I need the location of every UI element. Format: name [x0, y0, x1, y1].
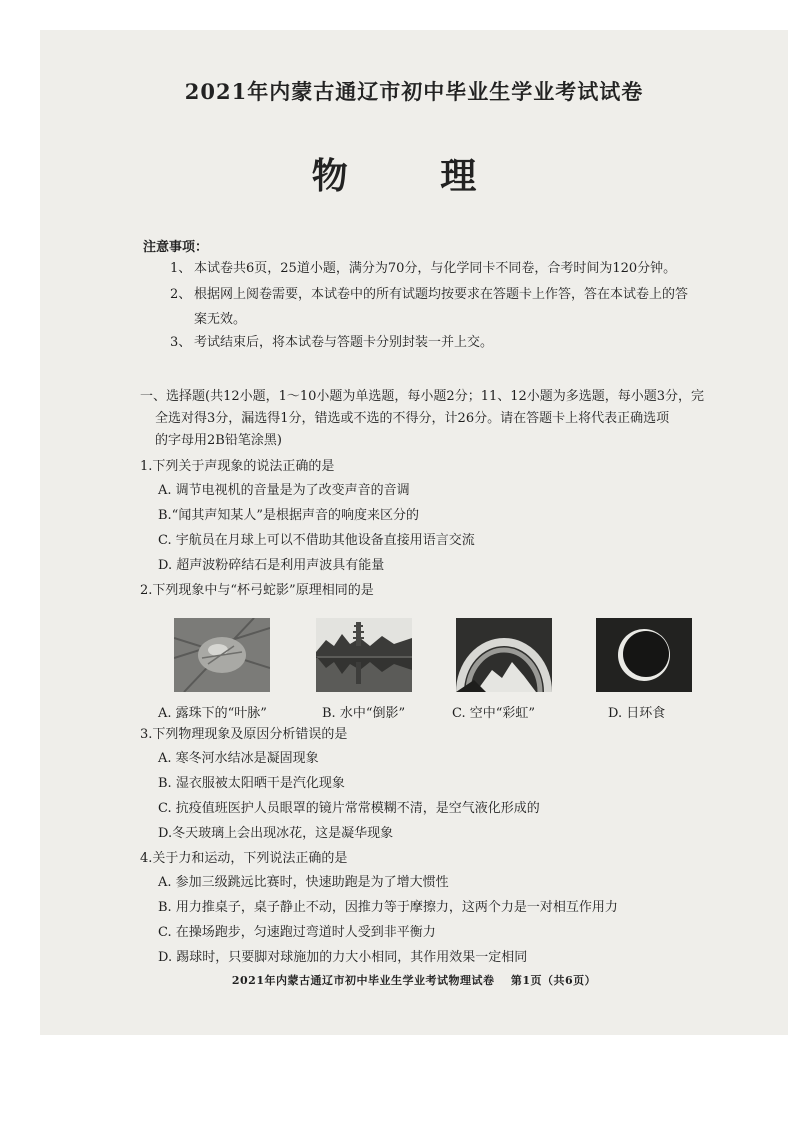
option: D.冬天玻璃上会出现冰花，这是凝华现象	[158, 826, 394, 841]
note-text: 考试结束后，将本试卷与答题卡分别封装一并上交。	[194, 335, 494, 350]
note-number: 3、	[170, 335, 192, 350]
option: C. 在操场跑步，匀速跑过弯道时人受到非平衡力	[158, 925, 436, 940]
section-instructions	[140, 386, 780, 452]
note-item	[170, 282, 770, 332]
option: A. 寒冬河水结冰是凝固现象	[158, 751, 319, 766]
option: B. 用力推桌子，桌子静止不动，因推力等于摩擦力，这两个力是一对相互作用力	[158, 900, 618, 915]
footer-page-number: 第1页（共6页）	[510, 974, 597, 987]
footer-exam-name: 2021年内蒙古通辽市初中毕业生学业考试物理试卷	[231, 974, 495, 987]
option: C. 抗疫值班医护人员眼罩的镜片常常模糊不清，是空气液化形成的	[158, 801, 540, 816]
question-stem: 2.下列现象中与“杯弓蛇影”原理相同的是	[140, 583, 374, 598]
option: B. 水中“倒影”	[322, 706, 406, 721]
note-item	[170, 256, 770, 281]
option: C. 宇航员在月球上可以不借助其他设备直接用语言交流	[158, 533, 475, 548]
option: D. 超声波粉碎结石是利用声波具有能量	[158, 558, 385, 573]
option: D. 踢球时，只要脚对球施加的力大小相同，其作用效果一定相同	[158, 950, 528, 965]
water-reflection-photo	[316, 618, 412, 692]
option: A. 露珠下的“叶脉”	[158, 706, 267, 721]
note-text: 本试卷共6页，25道小题，满分为70分，与化学同卡不同卷，合考时间为120分钟。	[194, 261, 677, 276]
rainbow-photo	[456, 618, 552, 692]
section-line: 一、选择题(共12小题，1～10小题为单选题，每小题2分；11、12小题为多选题，每小题3分，完	[140, 389, 705, 404]
section-line: 的字母用2B铅笔涂黑)	[155, 433, 282, 448]
page-footer	[40, 972, 788, 988]
note-number: 1、	[170, 261, 192, 276]
exam-title: 2021年内蒙古通辽市初中毕业生学业考试试卷	[184, 79, 644, 104]
subject-title: 物 理	[311, 155, 517, 197]
note-continuation: 案无效。	[194, 312, 247, 327]
dewdrop-leaf-photo	[174, 618, 270, 692]
option: A. 调节电视机的音量是为了改变声音的音调	[158, 483, 410, 498]
question-stem: 3.下列物理现象及原因分析错误的是	[140, 727, 348, 742]
note-number: 2、	[170, 287, 192, 302]
question-stem: 4.关于力和运动，下列说法正确的是	[140, 851, 348, 866]
question-stem: 1.下列关于声现象的说法正确的是	[140, 459, 335, 474]
annular-eclipse-photo	[596, 618, 692, 692]
option: A. 参加三级跳远比赛时，快速助跑是为了增大惯性	[158, 875, 449, 890]
option: C. 空中“彩虹”	[452, 706, 536, 721]
note-text: 根据网上阅卷需要，本试卷中的所有试题均按要求在答题卡上作答，答在本试卷上的答	[194, 287, 689, 302]
section-line: 全选对得3分，漏选得1分，错选或不选的不得分，计26分。请在答题卡上将代表正确选项	[155, 411, 670, 426]
note-item	[170, 330, 770, 355]
exam-page	[40, 30, 788, 1035]
option: D. 日环食	[608, 706, 666, 721]
option: B. 湿衣服被太阳晒干是汽化现象	[158, 776, 345, 791]
option: B.“闻其声知某人”是根据声音的响度来区分的	[158, 508, 419, 523]
notes-heading: 注意事项：	[143, 240, 209, 255]
